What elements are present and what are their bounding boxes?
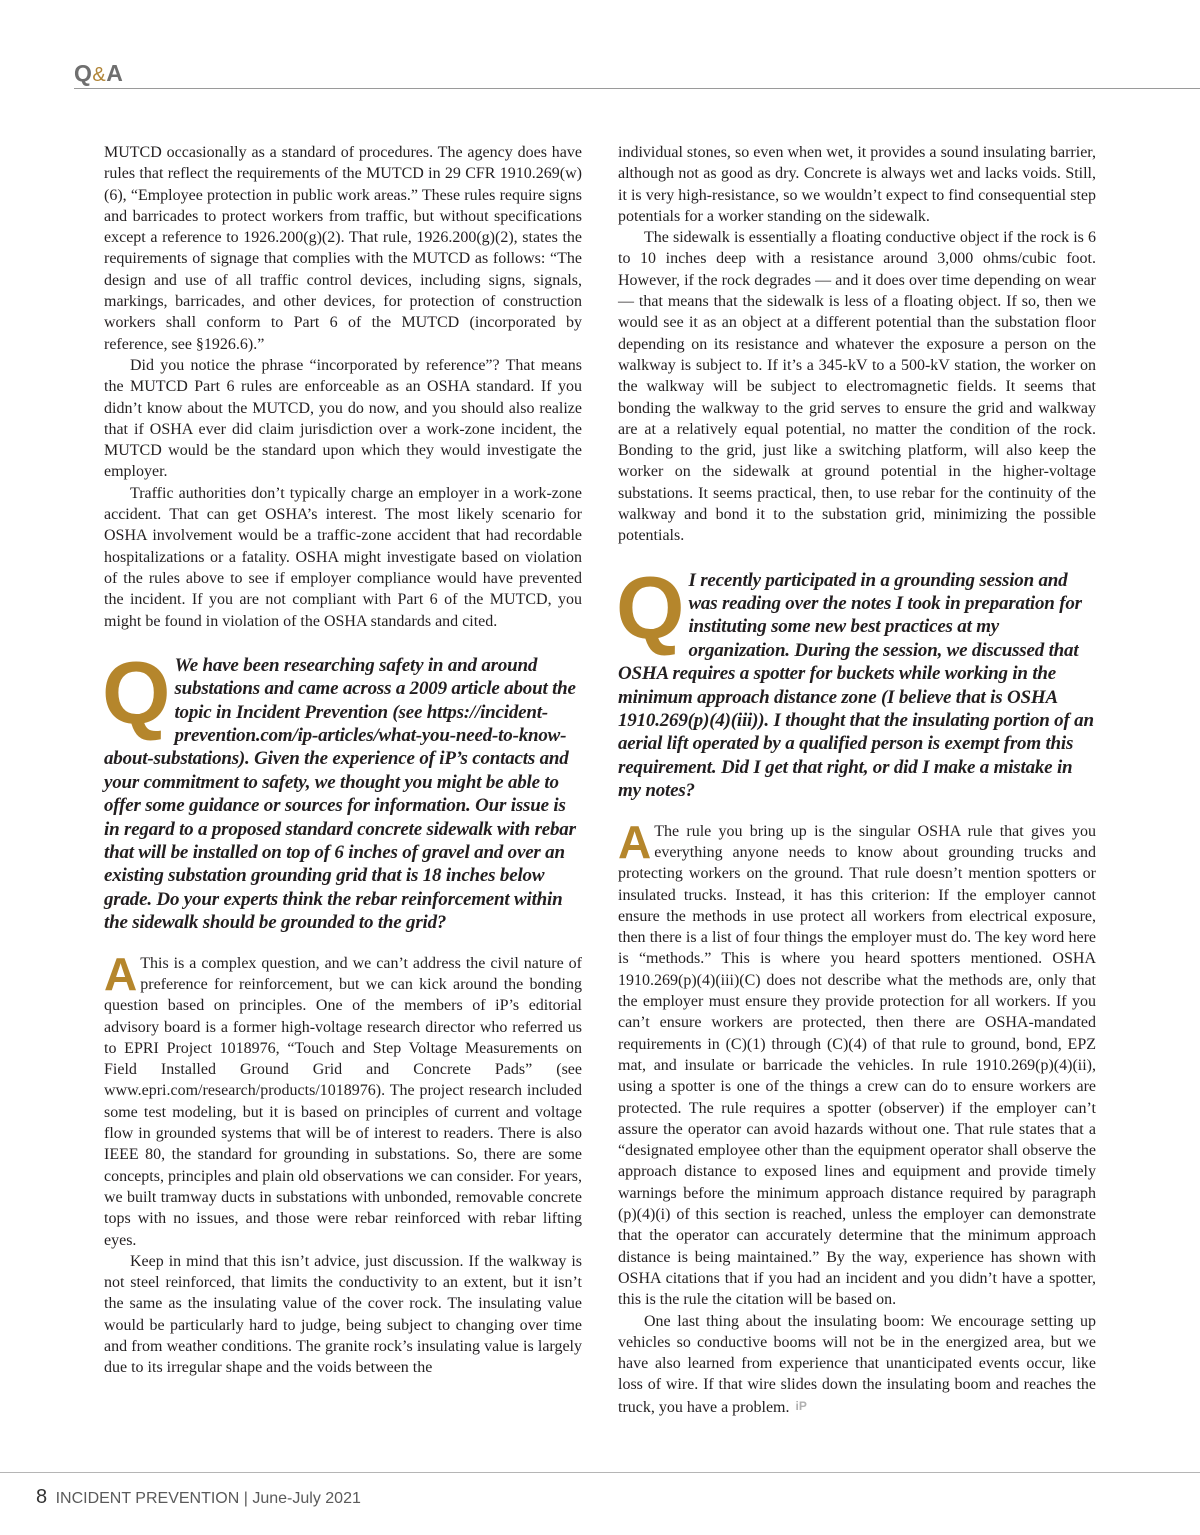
question-block (616, 557, 1096, 803)
body-paragraph: MUTCD occasionally as a standard of procedures. The agency does have rules that reflect the requirements of the MUTCD in 29 CFR 1910.269(w)(6), “Employee protection in public work areas.” These rules require signs and barricades to protect workers from traffic, but without specifications except a reference to 1926.200(g)(2). That rule, 1926.200(g)(2), states the requirements of signage that complies with the MUTCD as follows: “The design and use of all traffic control devices, including signs, signals, markings, barricades, and other devices, for protection of construction workers shall conform to Part 6 of the MUTCD (incorporated by reference, see §1926.6).” (104, 144, 582, 353)
answer-block (104, 947, 582, 1251)
body-paragraph: Traffic authorities don’t typically charge an employer in a work-zone accident. That can get OSHA’s interest. The most likely scenario for OSHA involvement would be a traffic-zone accident that had recordable hospitalizations or a fatality. OSHA might investigate based on violation of the rules above to see if employer compliance would have prevented the incident. If you are not compliant with Part 6 of the MUTCD, you might be found in violation of the OSHA standards and cited. (104, 484, 582, 630)
body-paragraph: The sidewalk is essentially a floating conductive object if the rock is 6 to 10 inches deep with a resistance around 3,000 ohms/cubic foot. However, if the rock degrades — and it does over time depending on wear — that means that the sidewalk is less of a floating object. If so, then we would see it as an object at a different potential than the substation floor depending on its resistance and whatever the exposure a person on the walkway is subject to. If it’s a 345-kV to a 500-kV station, the worker on the walkway will be subject to electromagnetic fields. It seems that bonding the walkway to the grid serves to ensure the grid and walkway are at a relatively equal potential, no matter the condition of the rock. Bonding to the grid, just like a switching platform, will also keep the worker on the sidewalk at ground potential in the higher-voltage substations. It seems practical, then, to use rebar for the continuity of the walkway and bond it to the substation grid, minimizing the possible potentials. (618, 229, 1096, 545)
answer-text: The rule you bring up is the singular OSHA rule that gives you everything anyone needs to know about grounding trucks and protecting workers on the ground. That rule doesn’t mention spotters or insulated trucks. Instead, it has this criterion: If the employer cannot ensure the methods in use protect all workers from electrical exposure, then there is a list of four things the employer must do. The key word here is “methods.” This is where you heard spotters mentioned. OSHA 1910.269(p)(4)(iii)(C) does not describe what the methods are, only that the employer must ensure they provide protection for all workers. If you can’t ensure workers are protected, then there are OSHA-mandated requirements in (C)(1) through (C)(4) of that rule to ground, bond, EPZ mat, and insulate or barricade the vehicles. In rule 1910.269(p)(4)(ii), using a spotter is one of the things a crew can do to ensure workers are protected. The rule requires a spotter (observer) if the employer can’t assure the operator can avoid hazards without one. That rule states that a “designated employee other than the equipment operator shall observe the approach distance to exposed lines and equipment and provide timely warnings before the minimum approach distance required by paragraph (p)(4)(i) of this section is reached, unless the employer can demonstrate that the operator can accurately determine that the minimum approach distance is being maintained.” By the way, experience has shown with OSHA citations that if you had an incident and you didn’t have a spotter, this is the rule the citation will be based on. (618, 822, 1096, 1309)
question-dropcap: Q (102, 642, 171, 742)
question-text: We have been researching safety in and around substations and came across a 2009 article about the topic in Incident Prevention (see https://incident-prevention.com/ip-articles/what-you-need-to-know-about-substations). Given the experience of iP’s contacts and your commitment to safety, we thought you might be able to offer some guidance or sources for information. Our issue is in regard to a proposed standard concrete sidewalk with rebar that will be installed on top of 6 inches of gravel and over an existing substation grounding grid that is 18 inches below grade. Do your experts think the rebar reinforcement within the sidewalk should be grounded to the grid? (104, 654, 576, 934)
question-text: I recently participated in a grounding session and was reading over the notes I took in preparation for instituting some new best practices at my organization. During the session, we discussed that OSHA requires a spotter for buckets while working in the minimum approach distance zone (I believe that is OSHA 1910.269(p)(4)(iii)). I thought that the insulating portion of an aerial lift operated by a qualified person is exempt from this requirement. Did I get that right, or did I make a mistake in my notes? (618, 569, 1094, 802)
body-paragraph (618, 1311, 1096, 1418)
right-column (618, 142, 1096, 1418)
section-label-q: Q (74, 60, 93, 86)
section-label (74, 60, 123, 86)
page-number: 8 (36, 1486, 48, 1508)
answer-dropcap: A (618, 815, 652, 868)
question-block (102, 642, 582, 935)
body-paragraph: Keep in mind that this isn’t advice, just discussion. If the walkway is not steel reinforced, that limits the conductivity to an extent, but it isn’t the same as the insulating value of the cover rock. The insulating value would be particularly hard to judge, being subject to changing over time and from weather conditions. The granite rock’s insulating value is largely due to its irregular shape and the voids between the (104, 1252, 582, 1377)
footer-divider (0, 1472, 1200, 1473)
answer-text: This is a complex question, and we can’t address the civil nature of preference for reinforcement, but we can kick around the bonding question based on principles. One of the members of iP’s editorial advisory board is a former high-voltage research director who referred us to EPRI Project 1018976, “Touch and Step Voltage Measurements on Field Installed Ground Grid and Concrete Pads” (see www.epri.com/research/products/1018976). The project research included some test modeling, but it is based on principles of current and voltage flow in grounded systems that will be of interest to readers. There is also IEEE 80, the standard for grounding in substations. So, there are some concepts, principles and plain old observations we can consider. For years, we built tramway ducts in substations with unbonded, removable concrete tops with no issues, and those were rebar reinforced with rebar lifting eyes. (104, 954, 582, 1249)
header-divider (74, 88, 1200, 89)
left-column (104, 142, 582, 1379)
closing-text: One last thing about the insulating boom: We encourage setting up vehicles so conductive booms will not be in the energized area, but we have also learned from experience that unanticipated events occur, like loss of wire. If that wire slides down the insulating boom and reaches the truck, you have a problem. (618, 1312, 1096, 1416)
page-footer (36, 1486, 361, 1509)
answer-block (618, 815, 1096, 1311)
body-paragraph: individual stones, so even when wet, it provides a sound insulating barrier, although not as good as dry. Concrete is always wet and lacks voids. Still, it is very high-resistance, so we wouldn’t expect to find consequential step potentials for a worker standing on the sidewalk. (618, 144, 1096, 225)
question-dropcap: Q (616, 557, 685, 657)
ip-end-mark: iP (795, 1398, 807, 1413)
section-label-a: A (106, 60, 124, 86)
publication-info: INCIDENT PREVENTION | June-July 2021 (55, 1490, 361, 1507)
section-header (74, 62, 123, 86)
section-label-amp: & (92, 64, 107, 86)
answer-dropcap: A (104, 947, 138, 1000)
body-paragraph: Did you notice the phrase “incorporated by reference”? That means the MUTCD Part 6 rules are enforceable as an OSHA standard. If you didn’t know about the MUTCD, you do now, and you should also realize that if OSHA ever did claim jurisdiction over a work-zone incident, the MUTCD would be the standard upon which they would investigate the employer. (104, 356, 582, 481)
